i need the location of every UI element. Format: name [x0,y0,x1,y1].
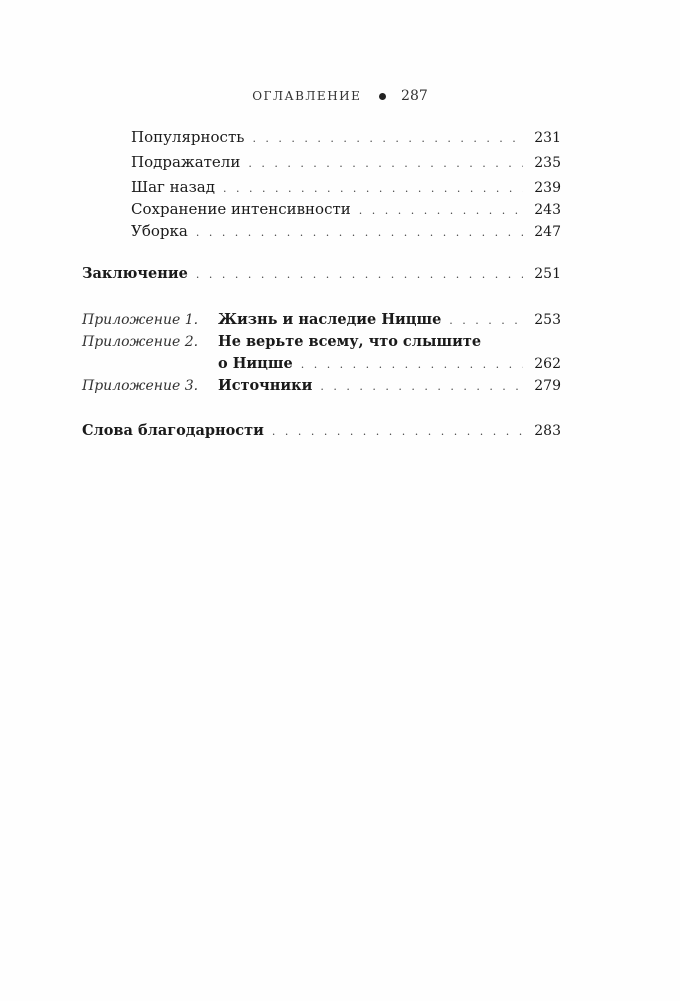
toc-entry[interactable] [131,176,561,198]
toc-entry[interactable] [131,151,561,173]
toc-entry-title: Источники [218,377,313,394]
appendix-label: Приложение 1. [82,312,199,328]
toc-entry-page: 279 [534,378,561,394]
toc-entry-title: Популярность [131,128,245,146]
appendix-label: Приложение 3. [82,378,199,394]
toc-entry[interactable] [131,126,561,148]
toc-entry-conclusion[interactable] [82,263,561,285]
toc-entry-page: 247 [534,224,561,240]
leader-dots [248,153,523,175]
leader-dots [223,178,523,200]
toc-entry-page: 253 [534,312,561,328]
appendix-label: Приложение 2. [82,334,199,350]
leader-dots [359,200,523,222]
toc-entry-acknowledgements[interactable] [82,420,561,442]
leader-dots [196,264,523,286]
leader-dots [320,376,523,398]
toc-entry-title: Сохранение интенсивности [131,200,351,218]
toc-entry-page: 262 [534,356,561,372]
toc-entry-page: 243 [534,202,561,218]
toc-entry-title: Уборка [131,222,188,240]
leader-dots [196,222,523,244]
header-section-title: ОГЛАВЛЕНИЕ [252,89,362,103]
toc-entry[interactable] [131,198,561,220]
toc-entry-appendix[interactable] [218,375,561,397]
toc-entry-title: Жизнь и наследие Ницше [218,311,442,328]
bullet-icon [379,93,386,100]
header-page-number: 287 [401,88,428,104]
toc-entry-title-cont: о Ницше [218,355,293,372]
toc-entry-title: Шаг назад [131,178,215,196]
toc-entry-title: Подражатели [131,153,241,171]
toc-entry-page: 231 [534,130,561,146]
toc-entry-title: Слова благодарности [82,422,264,439]
toc-entry-appendix[interactable] [218,331,561,353]
toc-entry-page: 239 [534,180,561,196]
toc-entry-appendix[interactable] [218,309,561,331]
running-header [0,88,680,104]
toc-entry[interactable] [131,220,561,242]
toc-entry-title: Не верьте всему, что слышите [218,333,482,350]
toc-entry-title: Заключение [82,265,188,282]
leader-dots [272,421,523,443]
toc-entry-page: 251 [534,266,561,282]
leader-dots [252,128,523,150]
toc-entry-page: 283 [534,423,561,439]
leader-dots [301,354,523,376]
leader-dots [449,310,523,332]
toc-entry-page: 235 [534,155,561,171]
toc-entry-appendix-cont[interactable] [218,353,561,375]
